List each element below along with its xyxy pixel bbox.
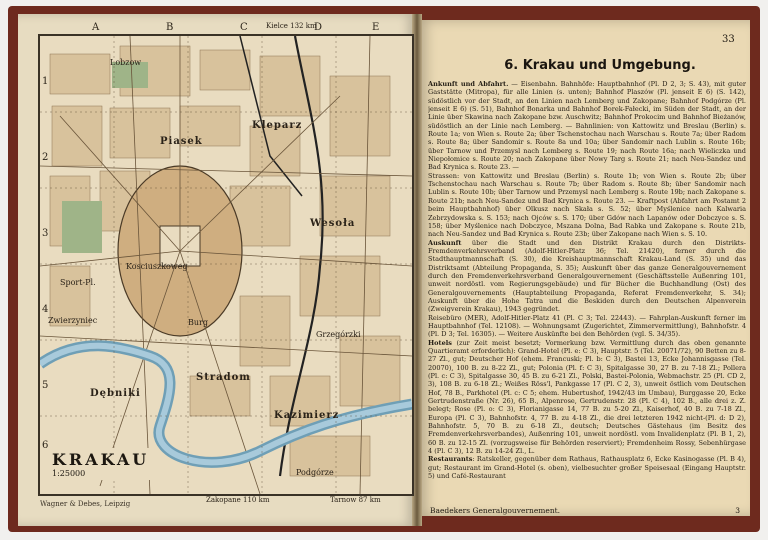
grid-number: 6: [42, 440, 49, 451]
map-label: Lobzow: [110, 58, 142, 67]
grid-letter: C: [240, 22, 248, 33]
map-label: Sport-Pl.: [60, 278, 96, 287]
paragraph-text: Strassen: von Kattowitz und Breslau (Berlin) s. Route 1b; von Wien s. Route 2b; über Tschenstochau nach Warschau s. Route 7b; über Radom s. Route 8b; über Sandomir nach Lublin s. Route 10b; über Tarnow und Przemysl nach Lemberg s. Route 19b; nach Zakopane s. Route 21b; nach Neu-Sandez und Bad Krynica s. Route 23. — Kraftpost (Abfahrt am Postamt 2 beim Hauptbahnhof) über Olkusz nach Skała s. S. 52; über Myślenice nach Kalwaria Zebrzydowska s. S. 153; nach Ojców s. S. 170; über Gdów nach Lapanów oder Dobczyce s. S. 158; über Myślenice nach Dobczyce, Mszana Dolna, Bad Rabka und Zakopane s. Route 21b, nach Neu-Sandez und Bad Krynica s. Route 23b; über Zakopane nach Wien s. S. 10.: [428, 171, 746, 239]
map-label: Grzegórzki: [316, 330, 361, 339]
grid-number: 2: [42, 152, 49, 163]
grid-letter: A: [92, 22, 100, 33]
grid-letter: E: [372, 22, 380, 33]
footer-book-title: Baedekers Generalgouvernement.: [430, 506, 561, 515]
paragraph-text: — Eisenbahn. Bahnhöfe: Hauptbahnhof (Pl. D 2, 3; S. 43), mit guter Gaststätte (Mitropa), für alle Linien (s. unten); Bahnhof Plaszów (Pl. jenseit E 6) (S. 142), südöstlich vor der Stadt, an den Linien nach Lemberg und Zakopane; Bahnhof Podgórze (Pl. jenseit E 6) (S. 51), Bahnhof Bonarka und Bahnhof Borek-Fałecki, im Süden der Stadt, an der Linie über Skawina nach Zakopane bzw. Auschwitz; Bahnhof Prokocim und Bahnhof Bieżanów, südöstlich an der Linie nach Lemberg. — Bahnlinien: von Kattowitz und Breslau (Berlin) s. Route 1a; von Wien s. Route 2a; über Tschenstochau nach Warschau s. Route 7a; über Radom s. Route 8a; über Sandomir s. Route 8a und 10a; über Sandomir nach Lublin s. Route 16b; über Tarnow und Przemysl nach Lemberg s. Route 19; nach Route 16a; nach Wieliczka und Niepołomice s. Route 20; nach Zakopane über Nowy Targ s. Route 21; nach Neu-Sandez und Bad Krynica s. Route 23. —: [428, 80, 746, 172]
grid-number: 4: [42, 304, 49, 315]
grid-number: 1: [42, 76, 49, 87]
paragraph-lead: Hotels: [428, 338, 452, 347]
paragraph: [428, 339, 746, 456]
city-map: [38, 34, 414, 496]
paragraph-text: Reisebüro (MER), Adolf-Hitler-Platz 41 (Pl. C 3; Tel. 22443). — Fahrplan-Auskunft ferner im Hauptbahnhof (Tel. 12108). — Wohnungsamt (Zugerichtet, Zimmervermittlung), Bahnhofstr. 4 (Pl. D 3; Tel. 16305). — Weitere Auskünfte bei den Behörden (vgl. S. 34/35).: [428, 313, 746, 339]
map-edge-label-bottom-right: Tarnow 87 km: [330, 496, 381, 504]
paragraph: [428, 172, 746, 239]
paragraph: [428, 239, 746, 314]
paragraph: [428, 80, 746, 172]
map-label: Piasek: [160, 136, 203, 147]
chapter-title: 6. Krakau und Umgebung.: [504, 58, 696, 73]
map-label: Burg: [188, 318, 208, 327]
paragraph: [428, 314, 746, 339]
map-label: Wesoła: [310, 218, 356, 229]
map-label: Zwierzyniec: [48, 316, 98, 325]
park-area: [62, 201, 102, 253]
paragraph-text: (zur Zeit meist besetzt; Vormerkung bzw. Vermittlung durch das oben genannte Quartieramt erforderlich): Grand-Hotel (Pl. e: C 3), Hauptstr. 5 (Tel. 20071/72), 90 Betten zu 8-27 Zl., gut; Deutscher Hof (ehem. Francuski; Pl. b: C 3), Bastei 13, Ecke Johannisgasse (Tel. 20070), 100 B. zu 8-22 Zl., gut; Polonia (Pl. f: C 3), Spitalgasse 30, 27 B. zu 7-18 Zl.; Pollera (Pl. c: C 3), Spitalgasse 30, 45 B. zu 6-21 Zl., Polski, Bastei-Polonia, Webmachstr. 25 (Pl. CD 2, 3), 108 B. zu 6-18 Zl.; Weißes Röss'l, Pankgasse 17 (Pl. C 2, 3), unweit östlich vom Deutschen Hof, 78 B., Parkhotel (Pl. c: C 5; ehem. Hubertushof, 1942/43 im Umbau), Burggasse 20, Ecke Gertrudenstraße (Nr. 26), 65 B., Alpenrose, Gertrudenstr. 28 (Pl. C 4), 102 B., alle drei z. Z. belegt; Rose (Pl. o: C 3), Florianigasse 14, 77 B. zu 5-20 Zl., Kaiserhof, 40 B. zu 7-18 Zl., Europa (Pl. C 3), Bahnhofstr. 4, 77 B. zu 4-18 Zl., die drei letzteren 1942 nicht-(Pl. d: D 2), Bahnhofstr. 5, 70 B. zu 6-18 Zl., deutsch; Deutsches Gästehaus (im Besitz des Fremdenverkehrsverbandes), Außenring 101, unweit nordöstl. vom Invalidenplatz (Pl. B 1, 2), 60 B. zu 12-15 Zl. (vorzugsweise für Behörden reserviert); Fremdenheim Rossy, Sebenhürgase 4 (Pl. C 3), 12 B. zu 14-24 Zl., L.: [428, 338, 746, 456]
map-label: Podgórze: [296, 468, 334, 477]
page-body: [428, 80, 746, 500]
paragraph-lead: Restaurants: [428, 455, 473, 464]
grid-letter: D: [314, 22, 323, 33]
map-title: KRAKAU: [52, 450, 150, 469]
map-scale: 1:25000: [52, 469, 86, 478]
grid-number: 5: [42, 380, 49, 391]
map-label: Kleparz: [252, 120, 303, 131]
map-label: Stradom: [196, 372, 251, 383]
grid-number: 3: [42, 228, 49, 239]
map-label: Kazimierz: [274, 410, 340, 421]
paragraph-lead: Ankunft und Abfahrt.: [428, 80, 509, 88]
map-drawing: [40, 36, 412, 494]
paragraph-lead: Auskunft: [428, 238, 462, 247]
paragraph: [428, 455, 746, 480]
map-edge-label-top: Kielce 132 km: [266, 22, 317, 30]
grid-letter: B: [166, 22, 174, 33]
paragraph-text: über die Stadt und den Distrikt Krakau durch den Distrikts-Fremdenverkehrsverband (Adolf-Hitler-Platz 36; Tel. 21420), ferner durch die Stadthauptmannschaft (S. 30), die Kreishauptmannschaft Krakau-Land (S. 35) und das Distriktsamt (Abteilung Propaganda, S. 35); Auskunft über das ganze Generalgouvernement durch den Fremdenverkehrsverband Generalgouvernement (Geschäftsstelle Außenring 101, unweit nordöstl. vom Regierungsgebäude) und für Bücher die Buchhandlung (Ost) des Generalgouvernements (Hauptabteilung Propaganda, Referat Fremdenverkehr, S. 34); Auskunft über die Hohe Tatra und die Beskiden durch den Deutschen Alpenverein (Zweigverein Krakau), 1943 gegründet.: [428, 238, 746, 314]
map-edge-label-bottom-left: Zakopane 110 km: [206, 496, 270, 504]
map-title-box: [48, 448, 153, 480]
map-label: Kosciuszkoweg: [126, 262, 188, 271]
map-label: Dębniki: [90, 388, 141, 399]
footer-signature: 3: [735, 506, 740, 515]
paragraph-text: : Ratskeller, gegenüber dem Rathaus, Rathausplatz 6, Ecke Kasinogasse (Pl. B 4), gut; Restaurant im Grand-Hotel (s. oben), vielbesuchter großer Speisesaal (Eingang Hauptstr. 5) und Café-Restaurant: [428, 455, 746, 481]
page-number: 33: [722, 34, 735, 45]
map-publisher: Wagner & Debes, Leipzig: [40, 500, 131, 508]
